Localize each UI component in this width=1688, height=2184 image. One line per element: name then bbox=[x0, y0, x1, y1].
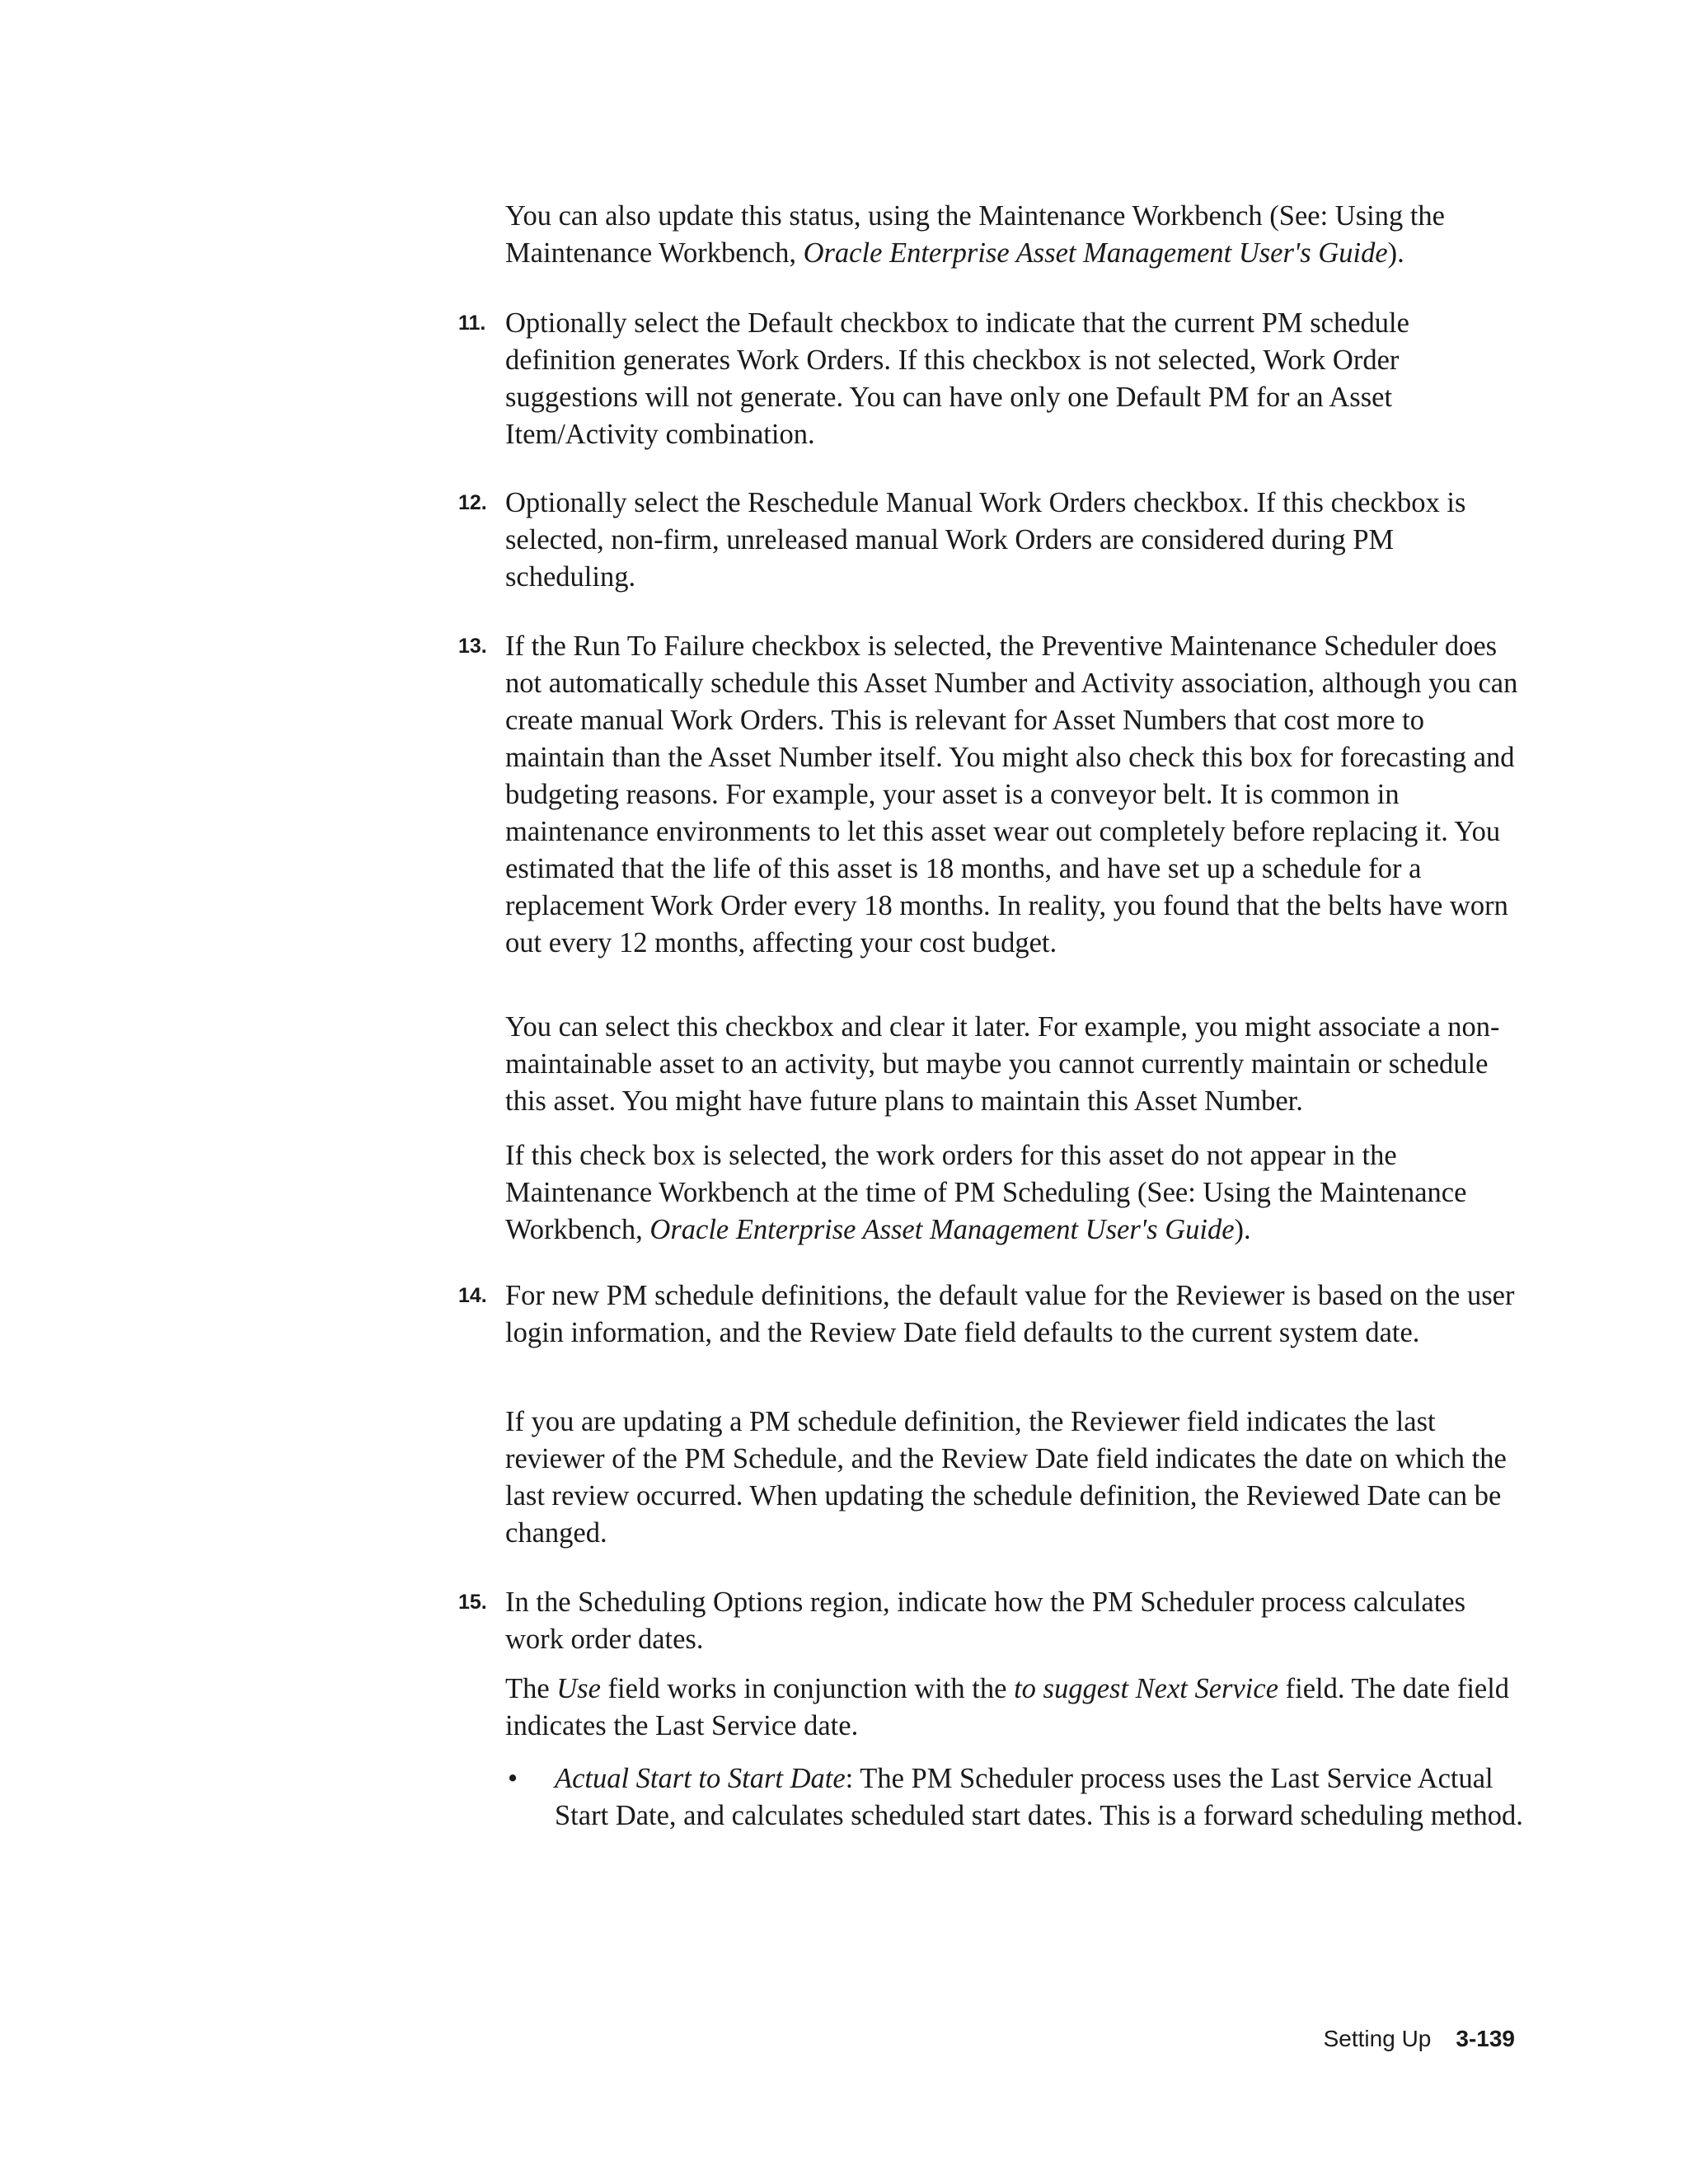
step-13-paragraph-3-end: ). bbox=[1234, 1214, 1251, 1245]
step-13-paragraph-3 bbox=[505, 1137, 1523, 1249]
step-15-p2-b: field works in conjunction with the bbox=[600, 1673, 1015, 1704]
bullet-term: Actual Start to Start Date bbox=[555, 1763, 846, 1794]
step-number-15: 15. bbox=[458, 1591, 487, 1614]
intro-text: You can also update this status, using the Maintenance Workbench (See: Using the Maintenance Workbench, bbox=[505, 200, 1445, 269]
intro-paragraph bbox=[505, 198, 1523, 272]
step-14-paragraph-2: If you are updating a PM schedule definition, the Reviewer field indicates the last reviewer of the PM Schedule, and the Review Date field indicates the date on which the last review occurred. When updating the schedule definition, the Reviewed Date can be changed. bbox=[505, 1406, 1507, 1549]
step-13-guide-title: Oracle Enterprise Asset Management User's Guide bbox=[649, 1214, 1235, 1245]
step-14-text: For new PM schedule definitions, the default value for the Reviewer is based on the user login information, and the Review Date field defaults to the current system date. bbox=[505, 1280, 1515, 1348]
next-service-field-name: to suggest Next Service bbox=[1014, 1673, 1279, 1704]
step-number-11: 11. bbox=[458, 312, 486, 335]
step-13-paragraph-2: You can select this checkbox and clear it later. For example, you might associate a non-maintainable asset to an activity, but maybe you cannot currently maintain or schedule this asset. You might have future plans to maintain this Asset Number. bbox=[505, 1011, 1500, 1117]
intro-text-end: ). bbox=[1387, 237, 1404, 269]
step-15-p2-a: The bbox=[505, 1673, 557, 1704]
intro-guide-title: Oracle Enterprise Asset Management User's Guide bbox=[803, 237, 1388, 269]
use-field-name: Use bbox=[556, 1673, 601, 1704]
step-15-paragraph-2 bbox=[505, 1671, 1523, 1745]
footer-page-number: 3-139 bbox=[1456, 2026, 1515, 2051]
step-13-paragraph-3-text: If this check box is selected, the work orders for this asset do not appear in the Maintenance Workbench at the time of PM Scheduling (See: Using the Maintenance Workbench, bbox=[505, 1140, 1467, 1245]
step-15-text: In the Scheduling Options region, indicate how the PM Scheduler process calculates work order dates. bbox=[505, 1586, 1466, 1655]
page-footer bbox=[1324, 2026, 1515, 2052]
step-13-text: If the Run To Failure checkbox is selected, the Preventive Maintenance Scheduler does not automatically schedule this Asset Number and Activity association, although you can create manual Work Orders. This is relevant for Asset Numbers that cost more to maintain than the Asset Number itself. You might also check this box for forecasting and budgeting reasons. For example, your asset is a conveyor belt. It is common in maintenance environments to let this asset wear out completely before replacing it. You estimated that the life of this asset is 18 months, and have set up a schedule for a replacement Work Order every 18 months. In reality, you found that the belts have worn out every 12 months, affecting your cost budget. bbox=[505, 630, 1518, 958]
footer-section-title: Setting Up bbox=[1323, 2026, 1432, 2051]
step-15-p2-c: field. The date field indicates the Last Service date. bbox=[505, 1673, 1510, 1741]
step-12-text: Optionally select the Reschedule Manual Work Orders checkbox. If this checkbox is selected, non-firm, unreleased manual Work Orders are considered during PM scheduling. bbox=[505, 487, 1466, 593]
bullet-description: : The PM Scheduler process uses the Last Service Actual Start Date, and calculates scheduled start dates. This is a forward scheduling method. bbox=[555, 1763, 1523, 1831]
bullet-item bbox=[555, 1760, 1523, 1835]
step-number-14: 14. bbox=[458, 1284, 487, 1307]
step-11-text: Optionally select the Default checkbox to indicate that the current PM schedule definition generates Work Orders. If this checkbox is not selected, Work Order suggestions will not generate. You can have only one Default PM for an Asset Item/Activity combination. bbox=[505, 307, 1409, 450]
step-number-13: 13. bbox=[458, 635, 487, 658]
bullet-icon: • bbox=[508, 1763, 518, 1794]
step-number-12: 12. bbox=[458, 491, 487, 514]
